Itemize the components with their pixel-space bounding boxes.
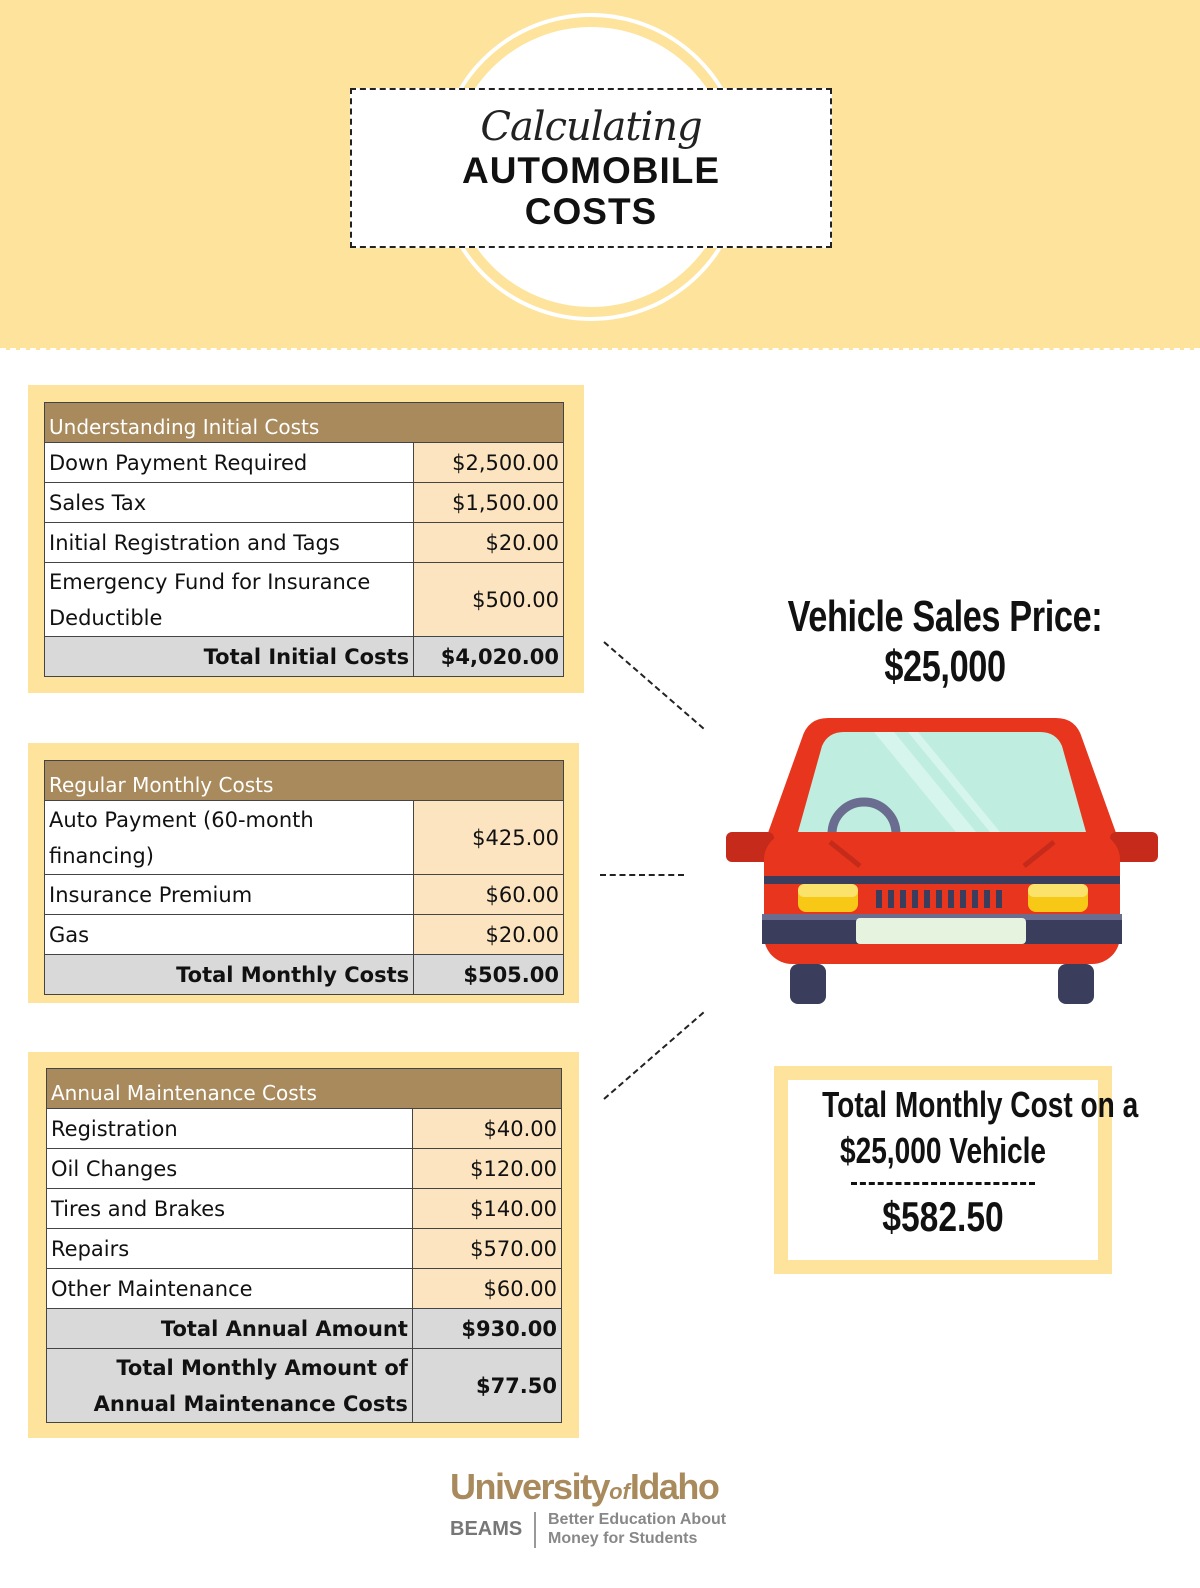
table-heading: Regular Monthly Costs bbox=[45, 761, 564, 801]
car-icon bbox=[724, 716, 1160, 1006]
total-value: $930.00 bbox=[412, 1309, 561, 1349]
monthly-costs-table bbox=[44, 760, 564, 995]
row-label: Sales Tax bbox=[45, 483, 414, 523]
tagline-line2: Money for Students bbox=[548, 1530, 698, 1547]
row-label: Gas bbox=[45, 915, 414, 955]
total-summary-panel bbox=[774, 1066, 1139, 1274]
row-value: $20.00 bbox=[414, 915, 564, 955]
summary-value: $582.50 bbox=[882, 1193, 1004, 1240]
total-label: Total Monthly Costs bbox=[45, 955, 414, 995]
monthly-maintenance-label: Total Monthly Amount of Annual Maintenance Costs bbox=[47, 1349, 413, 1423]
row-label: Other Maintenance bbox=[47, 1269, 413, 1309]
footer-separator bbox=[534, 1512, 536, 1548]
logo-word-university: University bbox=[450, 1466, 610, 1507]
row-label: Emergency Fund for Insurance Deductible bbox=[45, 563, 414, 637]
logo-word-of: of bbox=[609, 1479, 630, 1504]
row-label: Repairs bbox=[47, 1229, 413, 1269]
total-value: $505.00 bbox=[414, 955, 564, 995]
summary-divider bbox=[851, 1182, 1035, 1185]
row-value: $20.00 bbox=[414, 523, 564, 563]
connector-line-top bbox=[603, 641, 704, 729]
row-value: $40.00 bbox=[412, 1109, 561, 1149]
row-value: $425.00 bbox=[414, 801, 564, 875]
row-label: Auto Payment (60-month financing) bbox=[45, 801, 414, 875]
summary-label-line2: $25,000 Vehicle bbox=[839, 1130, 1047, 1171]
title-script: Calculating bbox=[480, 104, 702, 150]
row-label: Insurance Premium bbox=[45, 875, 414, 915]
title-main-line2: COSTS bbox=[524, 191, 658, 232]
row-value: $570.00 bbox=[412, 1229, 561, 1269]
summary-label-line1: Total Monthly Cost on a bbox=[822, 1084, 1139, 1125]
row-value: $140.00 bbox=[412, 1189, 561, 1229]
header-divider bbox=[0, 348, 1200, 350]
title-main-line1: AUTOMOBILE bbox=[461, 150, 721, 191]
row-value: $500.00 bbox=[414, 563, 564, 637]
connector-line-bottom bbox=[603, 1012, 704, 1100]
row-value: $60.00 bbox=[412, 1269, 561, 1309]
annual-costs-table bbox=[46, 1068, 562, 1423]
title-box bbox=[350, 88, 832, 248]
vehicle-price: Vehicle Sales Price: $25,000 bbox=[787, 592, 1103, 691]
total-summary-card bbox=[788, 1080, 1139, 1260]
row-label: Tires and Brakes bbox=[47, 1189, 413, 1229]
row-label: Initial Registration and Tags bbox=[45, 523, 414, 563]
tagline-line1: Better Education About bbox=[548, 1511, 727, 1528]
table-heading: Understanding Initial Costs bbox=[45, 403, 564, 443]
row-value: $1,500.00 bbox=[414, 483, 564, 523]
table-heading: Annual Maintenance Costs bbox=[47, 1069, 562, 1109]
row-value: $2,500.00 bbox=[414, 443, 564, 483]
connector-line-middle bbox=[600, 874, 684, 876]
beams-label: BEAMS bbox=[450, 1518, 523, 1540]
total-label: Total Initial Costs bbox=[45, 637, 414, 677]
row-label: Oil Changes bbox=[47, 1149, 413, 1189]
row-value: $120.00 bbox=[412, 1149, 561, 1189]
initial-costs-table bbox=[44, 402, 564, 677]
total-value: $4,020.00 bbox=[414, 637, 564, 677]
footer-tagline bbox=[548, 1510, 726, 1548]
row-label: Down Payment Required bbox=[45, 443, 414, 483]
row-value: $60.00 bbox=[414, 875, 564, 915]
university-logo bbox=[450, 1466, 718, 1508]
total-label: Total Annual Amount bbox=[47, 1309, 413, 1349]
logo-word-idaho: Idaho bbox=[629, 1466, 719, 1507]
monthly-maintenance-value: $77.50 bbox=[412, 1349, 561, 1423]
row-label: Registration bbox=[47, 1109, 413, 1149]
